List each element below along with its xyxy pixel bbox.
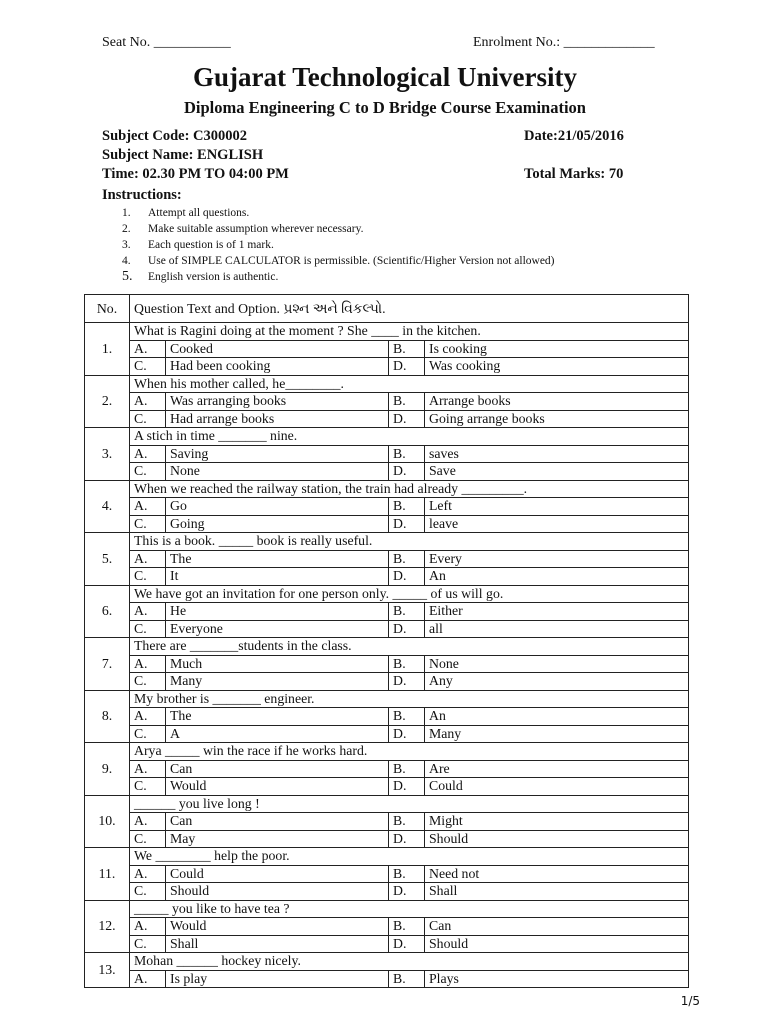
option-c: Had arrange books: [166, 410, 389, 428]
option-d: leave: [425, 515, 689, 533]
instruction-number: 3.: [122, 239, 131, 251]
option-b: Need not: [425, 865, 689, 883]
option-b: Might: [425, 813, 689, 831]
question-number: 12.: [85, 900, 130, 953]
option-row: [85, 393, 689, 411]
option-row: [85, 550, 689, 568]
option-label-b: B.: [389, 498, 425, 516]
question-number: 11.: [85, 848, 130, 901]
question-row: [85, 375, 689, 393]
option-b: Every: [425, 550, 689, 568]
option-label-d: D.: [389, 620, 425, 638]
option-d: Any: [425, 673, 689, 691]
option-label-a: A.: [130, 970, 166, 988]
option-row: [85, 813, 689, 831]
question-number: 10.: [85, 795, 130, 848]
option-row: [85, 883, 689, 901]
option-label-a: A.: [130, 340, 166, 358]
instruction-item: [122, 221, 555, 237]
question-number: 8.: [85, 690, 130, 743]
option-label-a: A.: [130, 445, 166, 463]
instruction-item: [122, 205, 555, 221]
option-row: [85, 445, 689, 463]
option-label-c: C.: [130, 883, 166, 901]
option-label-a: A.: [130, 655, 166, 673]
instruction-text: Make suitable assumption wherever necessary.: [148, 223, 364, 235]
option-c: Would: [166, 778, 389, 796]
option-label-c: C.: [130, 778, 166, 796]
question-number: 9.: [85, 743, 130, 796]
question-text: When we reached the railway station, the train had already _________.: [130, 480, 689, 498]
option-label-a: A.: [130, 865, 166, 883]
option-label-a: A.: [130, 393, 166, 411]
question-row: [85, 690, 689, 708]
option-row: [85, 515, 689, 533]
question-text: My brother is _______ engineer.: [130, 690, 689, 708]
option-label-d: D.: [389, 935, 425, 953]
option-label-c: C.: [130, 935, 166, 953]
instruction-text: Attempt all questions.: [148, 207, 250, 219]
option-c: A: [166, 725, 389, 743]
question-row: [85, 795, 689, 813]
option-d: Was cooking: [425, 358, 689, 376]
option-b: Either: [425, 603, 689, 621]
option-label-b: B.: [389, 813, 425, 831]
option-c: None: [166, 463, 389, 481]
option-row: [85, 620, 689, 638]
total-marks: Total Marks: 70: [524, 166, 624, 182]
option-label-a: A.: [130, 498, 166, 516]
option-label-a: A.: [130, 708, 166, 726]
option-label-d: D.: [389, 725, 425, 743]
instruction-number: 1.: [122, 207, 131, 219]
subject-name: Subject Name: ENGLISH: [102, 147, 264, 163]
option-label-b: B.: [389, 393, 425, 411]
option-b: Is cooking: [425, 340, 689, 358]
instruction-item: [122, 269, 555, 285]
option-label-d: D.: [389, 515, 425, 533]
option-label-d: D.: [389, 673, 425, 691]
option-label-c: C.: [130, 830, 166, 848]
question-number: 13.: [85, 953, 130, 988]
question-row: [85, 743, 689, 761]
option-label-c: C.: [130, 463, 166, 481]
option-label-a: A.: [130, 918, 166, 936]
question-number: 4.: [85, 480, 130, 533]
university-title: Gujarat Technological University: [193, 62, 577, 92]
option-a: Was arranging books: [166, 393, 389, 411]
option-row: [85, 970, 689, 988]
question-row: [85, 900, 689, 918]
instruction-number: 5.: [122, 269, 133, 284]
page-number: 1/5: [680, 994, 700, 1008]
option-label-d: D.: [389, 410, 425, 428]
instruction-text: Use of SIMPLE CALCULATOR is permissible. (Scientific/Higher Version not allowed): [148, 255, 555, 267]
option-label-a: A.: [130, 550, 166, 568]
option-c: Shall: [166, 935, 389, 953]
option-c: Should: [166, 883, 389, 901]
option-row: [85, 865, 689, 883]
option-a: Saving: [166, 445, 389, 463]
question-row: [85, 533, 689, 551]
option-label-d: D.: [389, 883, 425, 901]
option-b: Can: [425, 918, 689, 936]
option-label-b: B.: [389, 760, 425, 778]
option-label-c: C.: [130, 673, 166, 691]
option-row: [85, 603, 689, 621]
instructions-heading: Instructions:: [102, 187, 182, 203]
instructions-list: [122, 205, 555, 285]
question-number: 2.: [85, 375, 130, 428]
option-row: [85, 760, 689, 778]
question-number: 6.: [85, 585, 130, 638]
option-b: Are: [425, 760, 689, 778]
option-b: None: [425, 655, 689, 673]
question-text: What is Ragini doing at the moment ? She ____ in the kitchen.: [130, 323, 689, 341]
option-a: Would: [166, 918, 389, 936]
option-a: He: [166, 603, 389, 621]
option-d: Should: [425, 830, 689, 848]
option-label-d: D.: [389, 568, 425, 586]
question-text: _____ you like to have tea ?: [130, 900, 689, 918]
option-label-a: A.: [130, 760, 166, 778]
option-label-c: C.: [130, 725, 166, 743]
table-header-row: [85, 295, 689, 323]
exam-title: Diploma Engineering C to D Bridge Course Examination: [184, 98, 586, 117]
option-row: [85, 358, 689, 376]
question-row: [85, 585, 689, 603]
option-label-b: B.: [389, 655, 425, 673]
enrolment-number-field: Enrolment No.: _____________: [473, 35, 655, 50]
option-d: all: [425, 620, 689, 638]
option-c: Many: [166, 673, 389, 691]
option-d: An: [425, 568, 689, 586]
question-number: 3.: [85, 428, 130, 481]
option-a: The: [166, 550, 389, 568]
option-row: [85, 708, 689, 726]
question-row: [85, 323, 689, 341]
instruction-number: 4.: [122, 255, 131, 267]
question-text: ______ you live long !: [130, 795, 689, 813]
question-text: We have got an invitation for one person only. _____ of us will go.: [130, 585, 689, 603]
option-row: [85, 498, 689, 516]
column-header-question: Question Text and Option. પ્રશ્ન અને વિકલ્પો.: [130, 295, 689, 323]
option-c: May: [166, 830, 389, 848]
option-a: Can: [166, 813, 389, 831]
option-label-b: B.: [389, 708, 425, 726]
option-a: The: [166, 708, 389, 726]
option-row: [85, 778, 689, 796]
option-a: Cooked: [166, 340, 389, 358]
option-row: [85, 725, 689, 743]
option-a: Go: [166, 498, 389, 516]
option-b: Left: [425, 498, 689, 516]
option-a: Could: [166, 865, 389, 883]
option-label-b: B.: [389, 445, 425, 463]
question-row: [85, 480, 689, 498]
question-number: 1.: [85, 323, 130, 376]
option-row: [85, 935, 689, 953]
option-label-b: B.: [389, 970, 425, 988]
option-d: Many: [425, 725, 689, 743]
column-header-no: No.: [85, 295, 130, 323]
option-b: Arrange books: [425, 393, 689, 411]
option-row: [85, 463, 689, 481]
seat-number-field: Seat No. ___________: [102, 35, 231, 50]
question-table: [84, 294, 689, 988]
option-c: Going: [166, 515, 389, 533]
option-label-d: D.: [389, 463, 425, 481]
option-b: saves: [425, 445, 689, 463]
question-text: Mohan ______ hockey nicely.: [130, 953, 689, 971]
question-number: 5.: [85, 533, 130, 586]
option-label-c: C.: [130, 620, 166, 638]
option-d: Could: [425, 778, 689, 796]
option-label-c: C.: [130, 410, 166, 428]
option-row: [85, 918, 689, 936]
question-text: A stich in time _______ nine.: [130, 428, 689, 446]
option-a: Is play: [166, 970, 389, 988]
option-d: Save: [425, 463, 689, 481]
question-row: [85, 638, 689, 656]
option-b: An: [425, 708, 689, 726]
option-row: [85, 673, 689, 691]
option-label-d: D.: [389, 358, 425, 376]
option-label-c: C.: [130, 358, 166, 376]
option-row: [85, 568, 689, 586]
exam-date: Date:21/05/2016: [524, 128, 624, 144]
option-label-d: D.: [389, 778, 425, 796]
option-a: Much: [166, 655, 389, 673]
option-label-d: D.: [389, 830, 425, 848]
instruction-text: Each question is of 1 mark.: [148, 239, 274, 251]
question-text: We ________ help the poor.: [130, 848, 689, 866]
subject-code: Subject Code: C300002: [102, 128, 247, 144]
question-number: 7.: [85, 638, 130, 691]
option-d: Shall: [425, 883, 689, 901]
option-label-b: B.: [389, 603, 425, 621]
question-text: There are _______students in the class.: [130, 638, 689, 656]
option-row: [85, 655, 689, 673]
option-row: [85, 410, 689, 428]
option-d: Should: [425, 935, 689, 953]
exam-time: Time: 02.30 PM TO 04:00 PM: [102, 166, 289, 182]
instruction-item: [122, 253, 555, 269]
option-label-c: C.: [130, 515, 166, 533]
question-text: Arya _____ win the race if he works hard.: [130, 743, 689, 761]
option-row: [85, 830, 689, 848]
instruction-text: English version is authentic.: [148, 271, 279, 283]
option-d: Going arrange books: [425, 410, 689, 428]
instruction-number: 2.: [122, 223, 131, 235]
question-row: [85, 953, 689, 971]
option-label-b: B.: [389, 550, 425, 568]
option-label-b: B.: [389, 918, 425, 936]
option-label-a: A.: [130, 603, 166, 621]
option-b: Plays: [425, 970, 689, 988]
question-text: When his mother called, he________.: [130, 375, 689, 393]
option-c: Had been cooking: [166, 358, 389, 376]
question-row: [85, 848, 689, 866]
option-label-c: C.: [130, 568, 166, 586]
option-c: It: [166, 568, 389, 586]
option-row: [85, 340, 689, 358]
option-c: Everyone: [166, 620, 389, 638]
option-label-b: B.: [389, 865, 425, 883]
option-label-b: B.: [389, 340, 425, 358]
option-a: Can: [166, 760, 389, 778]
question-row: [85, 428, 689, 446]
option-label-a: A.: [130, 813, 166, 831]
question-text: This is a book. _____ book is really useful.: [130, 533, 689, 551]
instruction-item: [122, 237, 555, 253]
